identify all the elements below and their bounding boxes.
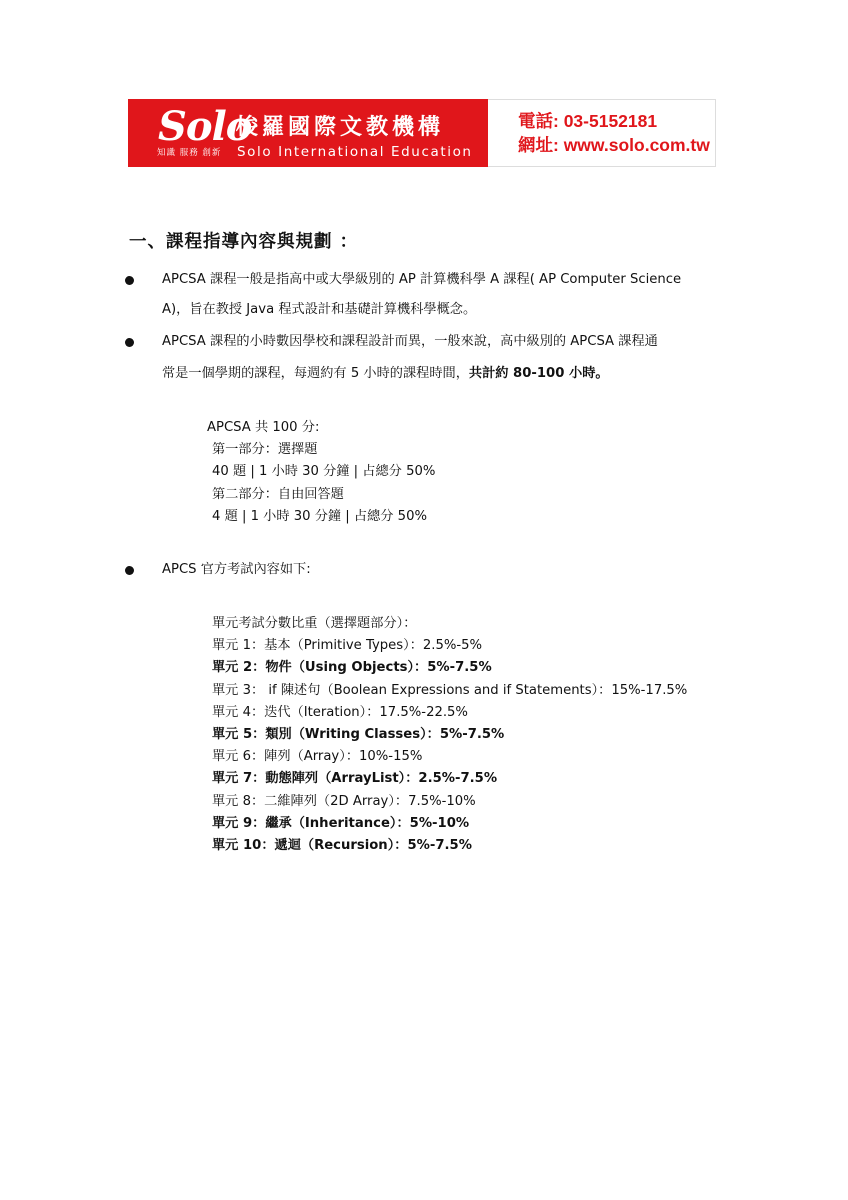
unit-3: 單元 3： if 陳述句（Boolean Expressions and if Statements）：15%-17.5% xyxy=(212,683,688,698)
logo-panel xyxy=(128,99,488,167)
unit-2: 單元 2：物件（Using Objects）：5%-7.5% xyxy=(212,660,492,675)
org-name-en: Solo International Education xyxy=(237,144,473,160)
bullet-1-line-1: APCSA 課程一般是指高中或大學級別的 AP 計算機科學 A 課程( AP Computer Science xyxy=(162,272,682,287)
bullet-2-line-2 xyxy=(162,364,609,384)
header-banner xyxy=(128,99,716,167)
bullet-icon xyxy=(125,566,134,575)
unit-10: 單元 10：遞迴（Recursion）：5%-7.5% xyxy=(212,838,472,853)
unit-6: 單元 6：陣列（Array）：10%-15% xyxy=(212,749,423,764)
unit-9: 單元 9：繼承（Inheritance）：5%-10% xyxy=(212,816,470,831)
exam-part-2-detail: 4 題 | 1 小時 30 分鐘 | 占總分 50% xyxy=(212,509,427,524)
unit-8: 單元 8：二維陣列（2D Array）：7.5%-10% xyxy=(212,794,476,809)
contact-website: 網址: www.solo.com.tw xyxy=(518,135,710,155)
bullet-2-line-1: APCSA 課程的小時數因學校和課程設計而異，一般來說，高中級別的 APCSA 課程通 xyxy=(162,334,658,349)
logo-tagline: 知識 服務 創新 xyxy=(157,148,222,158)
bullet-2-line-2-text: 常是一個學期的課程，每週約有 5 小時的課程時間， xyxy=(162,366,469,381)
exam-part-2: 第二部分：自由回答題 xyxy=(212,487,344,502)
exam-part-1-detail: 40 題 | 1 小時 30 分鐘 | 占總分 50% xyxy=(212,464,436,479)
section-heading: 一、課程指導內容與規劃 ： xyxy=(129,232,359,252)
solo-logo: Solo xyxy=(158,103,252,150)
bullet-icon xyxy=(125,338,134,347)
contact-panel xyxy=(488,99,716,167)
org-name-cn: 梭羅國際文教機構 xyxy=(236,115,445,140)
contact-phone: 電話: 03-5152181 xyxy=(518,111,658,131)
unit-5: 單元 5：類別（Writing Classes）：5%-7.5% xyxy=(212,727,505,742)
bullet-3-line-1: APCS 官方考試內容如下: xyxy=(162,562,311,577)
unit-7: 單元 7：動態陣列（ArrayList）：2.5%-7.5% xyxy=(212,771,498,786)
bullet-icon xyxy=(125,276,134,285)
units-title: 單元考試分數比重（選擇題部分）： xyxy=(212,616,417,631)
unit-1: 單元 1：基本（Primitive Types）：2.5%-5% xyxy=(212,638,483,653)
exam-part-1: 第一部分：選擇題 xyxy=(212,442,318,457)
bullet-2-total-hours: 共計約 80-100 小時。 xyxy=(468,366,609,381)
unit-4: 單元 4：迭代（Iteration）：17.5%-22.5% xyxy=(212,705,468,720)
bullet-1-line-2: A)，旨在教授 Java 程式設計和基礎計算機科學概念。 xyxy=(162,302,477,317)
exam-title: APCSA 共 100 分: xyxy=(207,420,320,435)
